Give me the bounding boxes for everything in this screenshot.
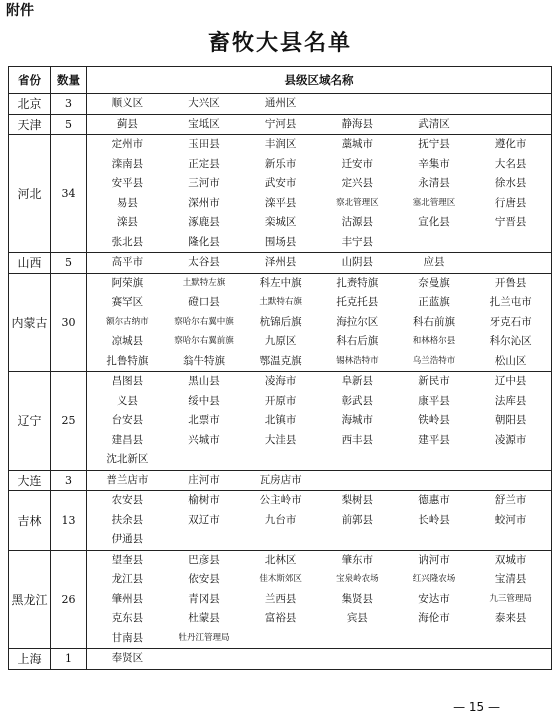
county-name: 凌源市 <box>494 433 527 446</box>
table-row <box>9 114 552 135</box>
county-name: 永清县 <box>418 177 450 189</box>
county-grid <box>87 551 551 649</box>
county-name: 海拉尔区 <box>336 315 379 328</box>
county-name: 宁晋县 <box>494 216 527 228</box>
table-row <box>9 550 552 649</box>
table-row <box>9 253 552 274</box>
county-name: 肇州县 <box>111 592 144 605</box>
county-name: 朝阳县 <box>494 414 527 426</box>
county-name: 蓟县 <box>116 117 138 130</box>
county-name: 正定县 <box>188 157 220 170</box>
county-name: 瓦房店市 <box>259 473 302 486</box>
count-cell: 3 <box>51 94 87 115</box>
county-name: 藁城市 <box>341 138 374 150</box>
count-cell: 13 <box>51 491 87 551</box>
count-cell: 1 <box>51 649 87 670</box>
county-name: 扶余县 <box>111 513 144 526</box>
county-name: 张北县 <box>111 235 144 248</box>
table-row <box>9 470 552 491</box>
county-name: 宝清县 <box>494 573 527 585</box>
county-name: 滦平县 <box>264 196 297 209</box>
county-name: 易县 <box>116 196 138 209</box>
county-name: 奈曼旗 <box>418 276 450 289</box>
count-cell: 26 <box>51 550 87 649</box>
county-name: 土默特右旗 <box>259 297 302 307</box>
county-name: 鄂温克旗 <box>259 354 302 367</box>
header-counties: 县级区域名称 <box>87 67 552 94</box>
county-name: 前郭县 <box>341 513 374 526</box>
counties-cell <box>87 253 552 274</box>
county-name: 开原市 <box>264 394 297 407</box>
county-name: 定兴县 <box>341 177 374 189</box>
county-name: 扎赉特旗 <box>336 276 379 289</box>
county-name: 泰来县 <box>494 612 527 624</box>
county-name: 集贤县 <box>341 592 374 605</box>
attachment-label: 附件 <box>6 3 34 19</box>
county-name: 伊通县 <box>111 533 144 545</box>
county-name: 塞北管理区 <box>412 197 456 208</box>
county-name: 察哈尔右翼前旗 <box>174 336 234 346</box>
county-name: 九三管理局 <box>489 593 532 604</box>
county-name: 凉城县 <box>111 335 144 347</box>
counties-cell <box>87 649 552 670</box>
county-name: 定州市 <box>111 138 144 150</box>
county-name: 牡丹江管理局 <box>178 632 230 643</box>
document-title: 畜牧大县名单 <box>207 30 352 56</box>
province-cell: 大连 <box>9 470 51 491</box>
county-name: 沽源县 <box>341 216 374 228</box>
county-name: 宣化县 <box>418 216 450 228</box>
county-name: 克东县 <box>111 612 144 624</box>
province-cell: 河北 <box>9 135 51 253</box>
county-name: 西丰县 <box>341 433 374 446</box>
county-name: 昌图县 <box>111 375 144 387</box>
county-name: 丰润区 <box>264 138 297 150</box>
county-name: 丰宁县 <box>341 235 374 248</box>
county-name: 高平市 <box>111 256 144 268</box>
county-name: 静海县 <box>341 117 374 130</box>
county-name: 扎兰屯市 <box>489 296 532 308</box>
county-grid <box>87 491 551 550</box>
table-row <box>9 94 552 115</box>
county-table <box>8 66 552 670</box>
county-name: 松山区 <box>494 354 527 367</box>
province-cell: 黑龙江 <box>9 550 51 649</box>
count-cell: 30 <box>51 273 87 372</box>
county-name: 双城市 <box>494 553 527 566</box>
province-cell: 内蒙古 <box>9 273 51 372</box>
county-name: 建昌县 <box>111 433 144 446</box>
counties-cell <box>87 273 552 372</box>
county-name: 新乐市 <box>264 157 297 170</box>
counties-cell <box>87 550 552 649</box>
county-name: 深州市 <box>188 196 220 209</box>
county-name: 武安市 <box>264 177 297 189</box>
counties-cell <box>87 135 552 253</box>
county-name: 额尔古纳市 <box>106 316 149 327</box>
county-grid <box>87 94 551 114</box>
county-name: 科左中旗 <box>259 276 302 289</box>
county-grid <box>87 649 551 669</box>
county-name: 山阴县 <box>341 256 374 268</box>
county-name: 佳木斯郊区 <box>259 574 302 584</box>
county-name: 富裕县 <box>264 612 297 624</box>
county-name: 普兰店市 <box>106 473 149 486</box>
county-name: 杭锦后旗 <box>259 315 302 328</box>
county-name: 玉田县 <box>188 138 220 150</box>
county-name: 海伦市 <box>418 612 450 624</box>
county-name: 察哈尔右翼中旗 <box>174 316 234 327</box>
province-cell: 辽宁 <box>9 372 51 471</box>
county-name: 台安县 <box>111 414 144 426</box>
county-name: 牙克石市 <box>489 315 532 328</box>
county-name: 兰西县 <box>264 592 297 605</box>
county-name: 大名县 <box>494 157 527 170</box>
county-name: 顺义区 <box>111 97 144 109</box>
counties-cell <box>87 114 552 135</box>
count-cell: 5 <box>51 114 87 135</box>
county-name: 北票市 <box>188 414 220 426</box>
county-name: 德惠市 <box>418 494 450 506</box>
county-name: 甘南县 <box>111 631 144 644</box>
page-number: — 15 — <box>453 700 500 714</box>
county-name: 围场县 <box>264 235 297 248</box>
county-name: 北林区 <box>264 553 297 566</box>
county-name: 托克托县 <box>336 296 379 308</box>
county-name: 新民市 <box>418 375 450 387</box>
county-name: 蛟河市 <box>494 513 527 526</box>
county-name: 科右后旗 <box>336 335 379 347</box>
county-name: 公主岭市 <box>259 494 302 506</box>
county-name: 阜新县 <box>341 375 374 387</box>
county-name: 通州区 <box>264 97 297 109</box>
county-name: 迁安市 <box>341 157 374 170</box>
county-name: 安达市 <box>418 592 450 605</box>
county-name: 北镇市 <box>264 414 297 426</box>
county-name: 栾城区 <box>264 216 297 228</box>
county-name: 黑山县 <box>188 375 220 387</box>
table-row <box>9 491 552 551</box>
header-count: 数量 <box>51 67 87 94</box>
table-row <box>9 649 552 670</box>
county-name: 滦南县 <box>111 157 144 170</box>
county-name: 康平县 <box>418 394 450 407</box>
county-name: 土默特左旗 <box>182 277 226 288</box>
county-name: 扎鲁特旗 <box>106 354 149 367</box>
county-name: 阿荣旗 <box>111 276 144 289</box>
county-name: 杜蒙县 <box>188 612 220 624</box>
province-cell: 山西 <box>9 253 51 274</box>
county-name: 肇东市 <box>341 553 374 566</box>
county-name: 九原区 <box>264 335 297 347</box>
county-name: 行唐县 <box>494 196 527 209</box>
province-cell: 天津 <box>9 114 51 135</box>
county-name: 舒兰市 <box>494 494 527 506</box>
count-cell: 5 <box>51 253 87 274</box>
counties-cell <box>87 372 552 471</box>
county-name: 辛集市 <box>418 157 450 170</box>
county-name: 巴彦县 <box>188 553 220 566</box>
county-name: 绥中县 <box>188 394 220 407</box>
county-grid <box>87 253 551 273</box>
county-name: 宝泉岭农场 <box>336 574 379 584</box>
county-name: 赛罕区 <box>111 296 144 308</box>
county-name: 沈北新区 <box>106 453 149 465</box>
county-name: 徐水县 <box>494 177 527 189</box>
county-name: 察北管理区 <box>336 197 379 208</box>
count-cell: 25 <box>51 372 87 471</box>
county-name: 翁牛特旗 <box>182 354 225 367</box>
county-name: 涿鹿县 <box>188 216 220 228</box>
county-name: 兴城市 <box>188 433 220 446</box>
table-row <box>9 372 552 471</box>
county-name: 法库县 <box>494 394 527 407</box>
county-name: 望奎县 <box>111 553 144 566</box>
county-name: 农安县 <box>111 494 144 506</box>
county-name: 青冈县 <box>188 592 220 605</box>
county-name: 正蓝旗 <box>418 296 450 308</box>
county-name: 铁岭县 <box>418 414 450 426</box>
county-name: 龙江县 <box>111 573 144 585</box>
county-name: 滦县 <box>116 216 138 228</box>
county-name: 红兴隆农场 <box>412 574 456 584</box>
county-grid <box>87 115 551 135</box>
county-name: 三河市 <box>188 177 220 189</box>
county-name: 奉贤区 <box>111 652 144 664</box>
county-name: 开鲁县 <box>494 276 527 289</box>
province-cell: 上海 <box>9 649 51 670</box>
table-header-row <box>9 67 552 94</box>
county-name: 榆树市 <box>188 494 220 506</box>
county-name: 长岭县 <box>418 513 450 526</box>
county-name: 大洼县 <box>264 433 297 446</box>
county-name: 海城市 <box>341 414 374 426</box>
county-name: 隆化县 <box>188 235 220 248</box>
county-name: 大兴区 <box>188 97 220 109</box>
header-province: 省份 <box>9 67 51 94</box>
county-name: 九台市 <box>264 513 297 526</box>
county-name: 安平县 <box>111 177 144 189</box>
county-name: 梨树县 <box>341 494 374 506</box>
county-name: 科右前旗 <box>412 315 455 328</box>
county-grid <box>87 471 551 491</box>
county-name: 讷河市 <box>418 553 450 566</box>
county-name: 遵化市 <box>494 138 527 150</box>
county-grid <box>87 372 551 470</box>
counties-cell <box>87 470 552 491</box>
county-name: 义县 <box>116 394 138 407</box>
province-cell: 北京 <box>9 94 51 115</box>
county-name: 宾县 <box>346 612 368 624</box>
county-name: 抚宁县 <box>418 138 450 150</box>
county-name: 建平县 <box>418 433 450 446</box>
count-cell: 34 <box>51 135 87 253</box>
county-name: 宁河县 <box>264 117 297 130</box>
county-name: 武清区 <box>418 117 450 130</box>
county-name: 乌兰浩特市 <box>412 355 456 366</box>
county-name: 锡林浩特市 <box>336 355 379 366</box>
counties-cell <box>87 94 552 115</box>
county-name: 太谷县 <box>188 256 220 268</box>
county-grid <box>87 274 551 372</box>
county-name: 凌海市 <box>264 375 297 387</box>
county-name: 彰武县 <box>341 394 374 407</box>
table-row <box>9 273 552 372</box>
county-name: 辽中县 <box>494 375 527 387</box>
county-name: 和林格尔县 <box>412 336 456 346</box>
count-cell: 3 <box>51 470 87 491</box>
county-name: 宝坻区 <box>188 117 220 130</box>
province-cell: 吉林 <box>9 491 51 551</box>
county-name: 依安县 <box>188 573 220 585</box>
county-name: 科尔沁区 <box>489 335 532 347</box>
county-name: 应县 <box>423 256 445 268</box>
county-name: 庄河市 <box>188 473 220 486</box>
county-grid <box>87 135 551 252</box>
counties-cell <box>87 491 552 551</box>
county-name: 泽州县 <box>264 256 297 268</box>
county-name: 双辽市 <box>188 513 220 526</box>
table-row <box>9 135 552 253</box>
county-name: 磴口县 <box>188 296 220 308</box>
